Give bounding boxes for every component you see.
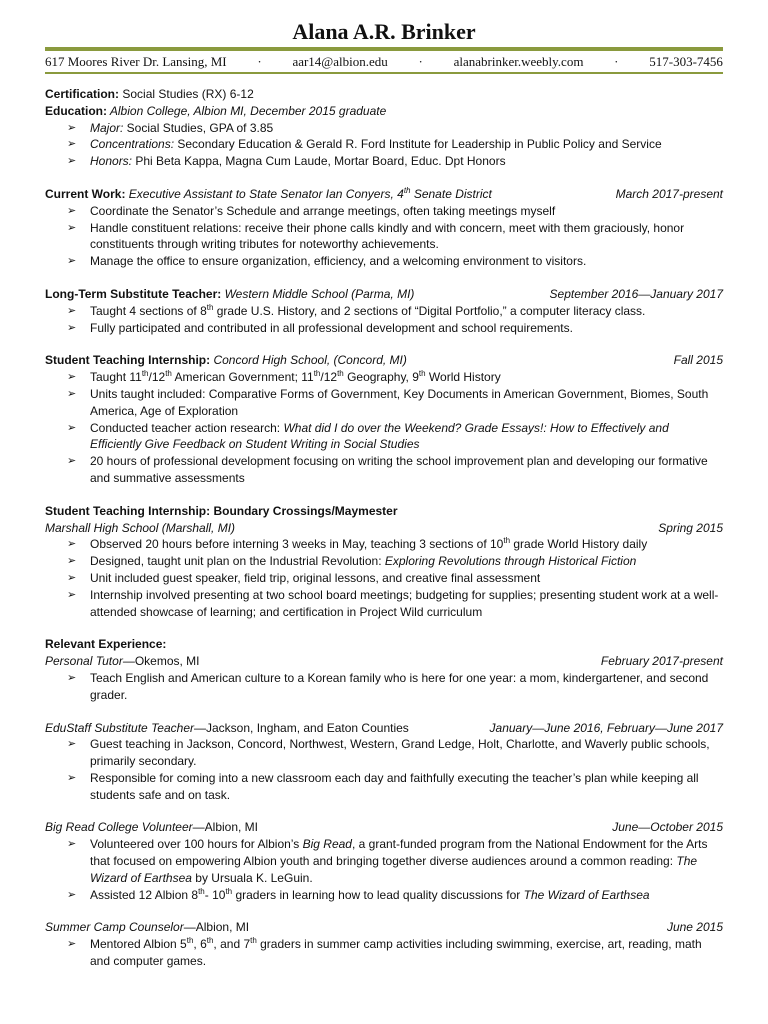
resume-name: Alana A.R. Brinker	[292, 19, 476, 44]
edustaff-list	[45, 736, 723, 803]
list-item: ➢ Designed, taught unit plan on the Industrial Revolution: Exploring Revolutions through Historical Fiction	[67, 554, 637, 569]
list-item: ➢ Mentored Albion 5th, 6th, and 7th graders in summer camp activities including swimming, exercise, art, reading, math and computer games.	[67, 936, 702, 969]
list-item: ➢ Coordinate the Senator’s Schedule and arrange meetings, often taking meetings myself	[67, 203, 556, 218]
arrow-bullet-icon: ➢	[67, 538, 77, 551]
arrow-bullet-icon: ➢	[67, 321, 77, 334]
list-item: ➢ Honors: Phi Beta Kappa, Magna Cum Laude, Mortar Board, Educ. Dpt Honors	[67, 154, 506, 169]
list-item: ➢ Taught 4 sections of 8th grade U.S. History, and 2 sections of “Digital Portfolio,” a computer literacy class.	[67, 302, 646, 318]
list-item: ➢ Internship involved presenting at two school board meetings; budgeting for supplies; presenting student work at a well-attended showcase of learning; and certification in Project Wild curriculum	[67, 587, 719, 619]
list-item: ➢ Assisted 12 Albion 8th- 10th graders in learning how to lead quality discussions for The Wizard of Earthsea	[67, 886, 650, 902]
current-work-list	[45, 203, 723, 270]
internship-marshall-header: Marshall High School (Marshall, MI) Spring 2015	[45, 520, 723, 535]
arrow-bullet-icon: ➢	[67, 938, 77, 951]
education-list	[45, 120, 723, 170]
list-item: ➢ Handle constituent relations: receive their phone calls kindly and with concern, meet with them graciously, honor constituents through writing tributes for noteworthy achievements.	[67, 220, 685, 252]
address: 617 Moores River Dr. Lansing, MI	[45, 54, 227, 69]
list-item: ➢ Taught 11th/12th American Government; 11th/12th Geography, 9th World History	[67, 369, 501, 385]
date: January—June 2016, February—June 2017	[489, 720, 723, 735]
list-item: ➢ Conducted teacher action research: What did I do over the Weekend? Grade Essays!: How to Effectively and Efficiently Give Feedback on Student Writing in Social Studies	[67, 420, 669, 452]
arrow-bullet-icon: ➢	[67, 155, 77, 168]
header-rule-bottom	[45, 72, 723, 74]
arrow-bullet-icon: ➢	[67, 221, 77, 234]
edustaff-header: EduStaff Substitute Teacher—Jackson, Ingham, and Eaton Counties January—June 2016, February—June 2017	[45, 720, 723, 735]
date: March 2017-present	[615, 186, 723, 201]
arrow-bullet-icon: ➢	[67, 738, 77, 751]
bigread-header: Big Read College Volunteer—Albion, MI June—October 2015	[45, 820, 723, 835]
website-link[interactable]: alanabrinker.weebly.com	[453, 54, 584, 69]
arrow-bullet-icon: ➢	[67, 304, 77, 317]
list-item: ➢ Units taught included: Comparative Forms of Government, Key Documents in American Government, Biomes, South America, Age of Exploration	[67, 386, 709, 418]
list-item: ➢ Unit included guest speaker, field trip, original lessons, and creative final assessment	[67, 570, 541, 585]
long-term-sub-header: Long-Term Substitute Teacher: Western Middle School (Parma, MI) September 2016—January 2017	[45, 286, 723, 301]
arrow-bullet-icon: ➢	[67, 455, 77, 468]
education-line: Education: Albion College, Albion MI, December 2015 graduate	[45, 103, 387, 118]
list-item: ➢ Fully participated and contributed in all professional development and school requirements.	[67, 320, 573, 335]
arrow-bullet-icon: ➢	[67, 421, 77, 434]
internship-marshall-list	[45, 536, 723, 620]
date: Spring 2015	[658, 520, 723, 535]
separator-dot: ·	[418, 54, 423, 69]
separator-dot: ·	[257, 54, 262, 69]
date: September 2016—January 2017	[549, 286, 723, 301]
separator-dot: ·	[614, 54, 619, 69]
arrow-bullet-icon: ➢	[67, 771, 77, 784]
arrow-bullet-icon: ➢	[67, 588, 77, 601]
date: February 2017-present	[600, 654, 723, 669]
arrow-bullet-icon: ➢	[67, 838, 77, 851]
arrow-bullet-icon: ➢	[67, 555, 77, 568]
list-item: ➢ Teach English and American culture to a Korean family who is here for one year: a mom, kindergartener, and second grader.	[67, 670, 709, 702]
list-item: ➢ Responsible for coming into a new classroom each day and faithfully executing the teacher’s plan while keeping all students safe and on task.	[67, 770, 699, 802]
arrow-bullet-icon: ➢	[67, 204, 77, 217]
list-item: ➢ Guest teaching in Jackson, Concord, Northwest, Western, Grand Ledge, Holt, Charlotte, and Waverly public schools, primarily secondary.	[67, 737, 710, 769]
phone: 517-303-7456	[649, 54, 723, 69]
arrow-bullet-icon: ➢	[67, 138, 77, 151]
list-item: ➢ Major: Social Studies, GPA of 3.85	[67, 120, 274, 135]
tutor-list	[45, 670, 723, 704]
contact-line	[45, 53, 723, 71]
camp-list	[45, 936, 723, 970]
arrow-bullet-icon: ➢	[67, 121, 77, 134]
header-rule-top	[45, 47, 723, 51]
email-link[interactable]: aar14@albion.edu	[292, 54, 388, 69]
arrow-bullet-icon: ➢	[67, 888, 77, 901]
camp-header: Summer Camp Counselor—Albion, MI June 2015	[45, 920, 723, 935]
date: June—October 2015	[612, 820, 723, 835]
arrow-bullet-icon: ➢	[67, 255, 77, 268]
list-item: ➢ Manage the office to ensure organization, efficiency, and a welcoming environment to visitors.	[67, 254, 587, 269]
arrow-bullet-icon: ➢	[67, 387, 77, 400]
internship-concord-header: Student Teaching Internship: Concord High School, (Concord, MI) Fall 2015	[45, 353, 723, 368]
long-term-sub-list	[45, 303, 723, 337]
list-item: ➢ 20 hours of professional development focusing on writing the school improvement plan and developing our formative and summative assessments	[67, 454, 708, 485]
certification-line: Certification: Social Studies (RX) 6-12	[45, 87, 254, 101]
internship-marshall-title: Student Teaching Internship: Boundary Crossings/Maymester	[45, 503, 398, 518]
arrow-bullet-icon: ➢	[67, 671, 77, 684]
list-item: ➢ Volunteered over 100 hours for Albion’s Big Read, a grant-funded program from the National Endowment for the Arts that focused on empowering Albion youth and bringing together diverse audiences around a common reading: The Wizard of Earthsea by Ursuala K. LeGuin.	[67, 837, 708, 885]
list-item: ➢ Concentrations: Secondary Education & Gerald R. Ford Institute for Leadership in Public Policy and Service	[67, 137, 662, 152]
bigread-list	[45, 836, 723, 903]
date: June 2015	[666, 920, 723, 935]
resume-body	[45, 86, 723, 970]
tutor-header: Personal Tutor—Okemos, MI February 2017-present	[45, 654, 723, 669]
current-work-header: Current Work: Executive Assistant to State Senator Ian Conyers, 4th Senate District March 2017-present	[45, 185, 723, 201]
arrow-bullet-icon: ➢	[67, 371, 77, 384]
section-heading: Relevant Experience:	[45, 637, 167, 652]
date: Fall 2015	[673, 353, 723, 368]
list-item: ➢ Observed 20 hours before interning 3 weeks in May, teaching 3 sections of 10th grade World History daily	[67, 536, 648, 552]
internship-concord-list	[45, 369, 723, 487]
arrow-bullet-icon: ➢	[67, 571, 77, 584]
